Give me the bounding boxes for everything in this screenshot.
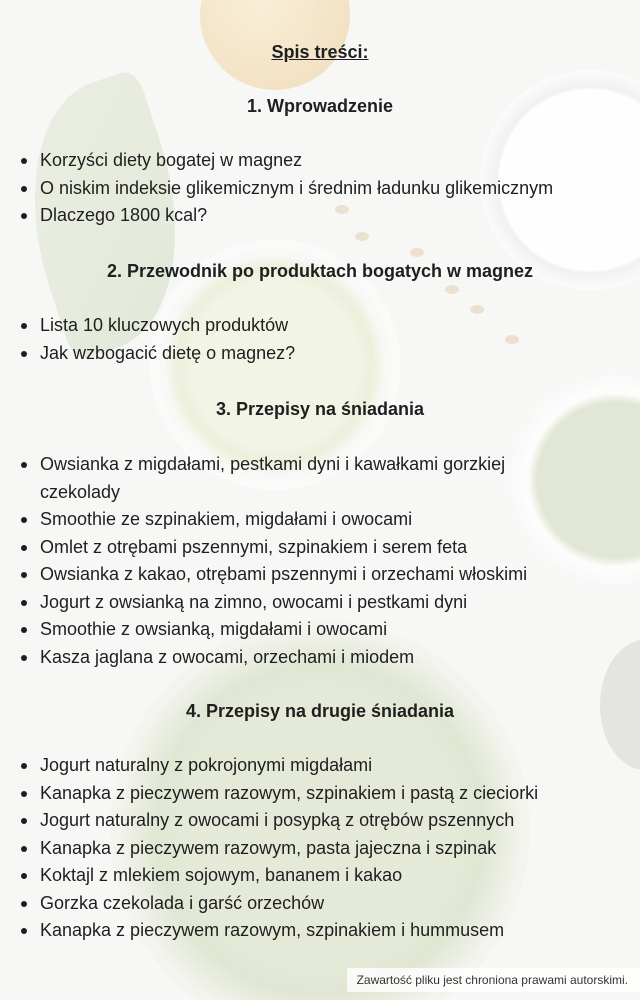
list-item: Kanapka z pieczywem razowym, szpinakiem i pastą z cieciorki (40, 780, 640, 808)
section-heading: 4. Przepisy na drugie śniadania (185, 701, 455, 721)
list-item: Gorzka czekolada i garść orzechów (40, 890, 640, 918)
section-list (0, 147, 640, 230)
list-item: Jogurt z owsianką na zimno, owocami i pestkami dyni (40, 589, 640, 617)
list-item: Kanapka z pieczywem razowym, pasta jajeczna i szpinak (40, 835, 640, 863)
list-item: Lista 10 kluczowych produktów (40, 312, 640, 340)
list-item: Kanapka z pieczywem razowym, szpinakiem i hummusem (40, 917, 640, 945)
list-item: Jogurt naturalny z pokrojonymi migdałami (40, 752, 640, 780)
copyright-notice: Zawartość pliku jest chroniona prawami autorskimi. (347, 968, 640, 992)
list-item: Omlet z otrębami pszennymi, szpinakiem i serem feta (40, 534, 640, 562)
section-list (0, 752, 640, 945)
toc-title: Spis treści: (271, 42, 369, 62)
section-heading: 1. Wprowadzenie (246, 96, 394, 116)
list-item: Smoothie ze szpinakiem, migdałami i owocami (40, 506, 640, 534)
list-item: Korzyści diety bogatej w magnez (40, 147, 640, 175)
list-item: Owsianka z migdałami, pestkami dyni i kawałkami gorzkiej czekolady (40, 451, 580, 506)
section-list (0, 451, 640, 671)
list-item: Dlaczego 1800 kcal? (40, 202, 640, 230)
section-heading: 3. Przepisy na śniadania (215, 399, 425, 419)
section-heading: 2. Przewodnik po produktach bogatych w magnez (106, 261, 534, 281)
list-item: Jak wzbogacić dietę o magnez? (40, 340, 640, 368)
list-item: Smoothie z owsianką, migdałami i owocami (40, 616, 640, 644)
list-item: Owsianka z kakao, otrębami pszennymi i orzechami włoskimi (40, 561, 640, 589)
list-item: Jogurt naturalny z owocami i posypką z otrębów pszennych (40, 807, 640, 835)
list-item: O niskim indeksie glikemicznym i średnim ładunku glikemicznym (40, 175, 640, 203)
section-list (0, 312, 640, 367)
list-item: Koktajl z mlekiem sojowym, bananem i kakao (40, 862, 640, 890)
list-item: Kasza jaglana z owocami, orzechami i miodem (40, 644, 640, 672)
